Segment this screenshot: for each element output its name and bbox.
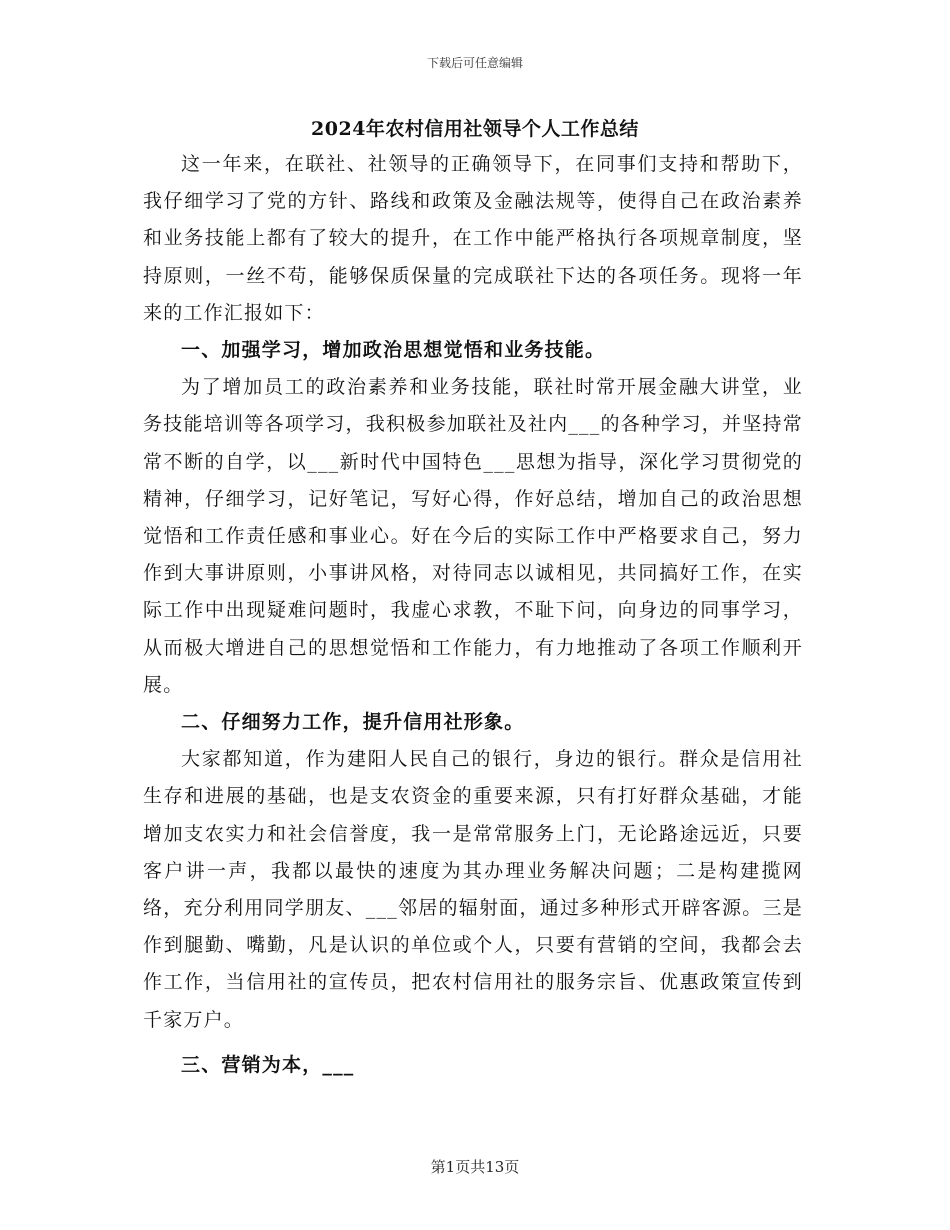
- document-body: [143, 146, 803, 1084]
- header-note: 下载后可任意编辑: [426, 56, 523, 70]
- section-heading-3: 三、营销为本，___: [181, 1053, 355, 1076]
- section-2-paragraph: 大家都知道，作为建阳人民自己的银行，身边的银行。群众是信用社生存和进展的基础，也是支农资金的重要来源，只有打好群众基础，才能增加支农实力和社会信誉度，我一是常常服务上门，无论路途远近，只要客户讲一声，我都以最快的速度为其办理业务解决问题；二是构建揽网络，充分利用同学朋友、___邻居的辐射面，通过多种形式开辟客源。三是作到腿勤、嘴勤，凡是认识的单位或个人，只要有营销的空间，我都会去作工作，当信用社的宣传员，把农村信用社的服务宗旨、优惠政策宣传到千家万户。: [143, 748, 803, 1031]
- intro-paragraph: 这一年来，在联社、社领导的正确领导下，在同事们支持和帮助下，我仔细学习了党的方针、路线和政策及金融法规等，使得自己在政治素养和业务技能上都有了较大的提升，在工作中能严格执行各项规章制度，坚持原则，一丝不苟，能够保质保量的完成联社下达的各项任务。现将一年来的工作汇报如下：: [143, 153, 803, 324]
- section-1-paragraph: 为了增加员工的政治素养和业务技能，联社时常开展金融大讲堂，业务技能培训等各项学习，我积极参加联社及社内___的各种学习，并坚持常常不断的自学，以___新时代中国特色___思想为指导，深化学习贯彻党的精神，仔细学习，记好笔记，写好心得，作好总结，增加自己的政治思想觉悟和工作责任感和事业心。好在今后的实际工作中严格要求自己，努力作到大事讲原则，小事讲风格，对待同志以诚相见，共同搞好工作，在实际工作中出现疑难问题时，我虚心求教，不耻下问，向身边的同事学习，从而极大增进自己的思想觉悟和工作能力，有力地推动了各项工作顺利开展。: [143, 376, 803, 696]
- section-heading-1: 一、加强学习，增加政治思想觉悟和业务技能。: [181, 339, 606, 362]
- section-heading-2: 二、仔细努力工作，提升信用社形象。: [181, 711, 525, 734]
- page-number-footer: 第1页共13页: [430, 1158, 520, 1176]
- document-title: 2024年农村信用社领导个人工作总结: [311, 118, 639, 140]
